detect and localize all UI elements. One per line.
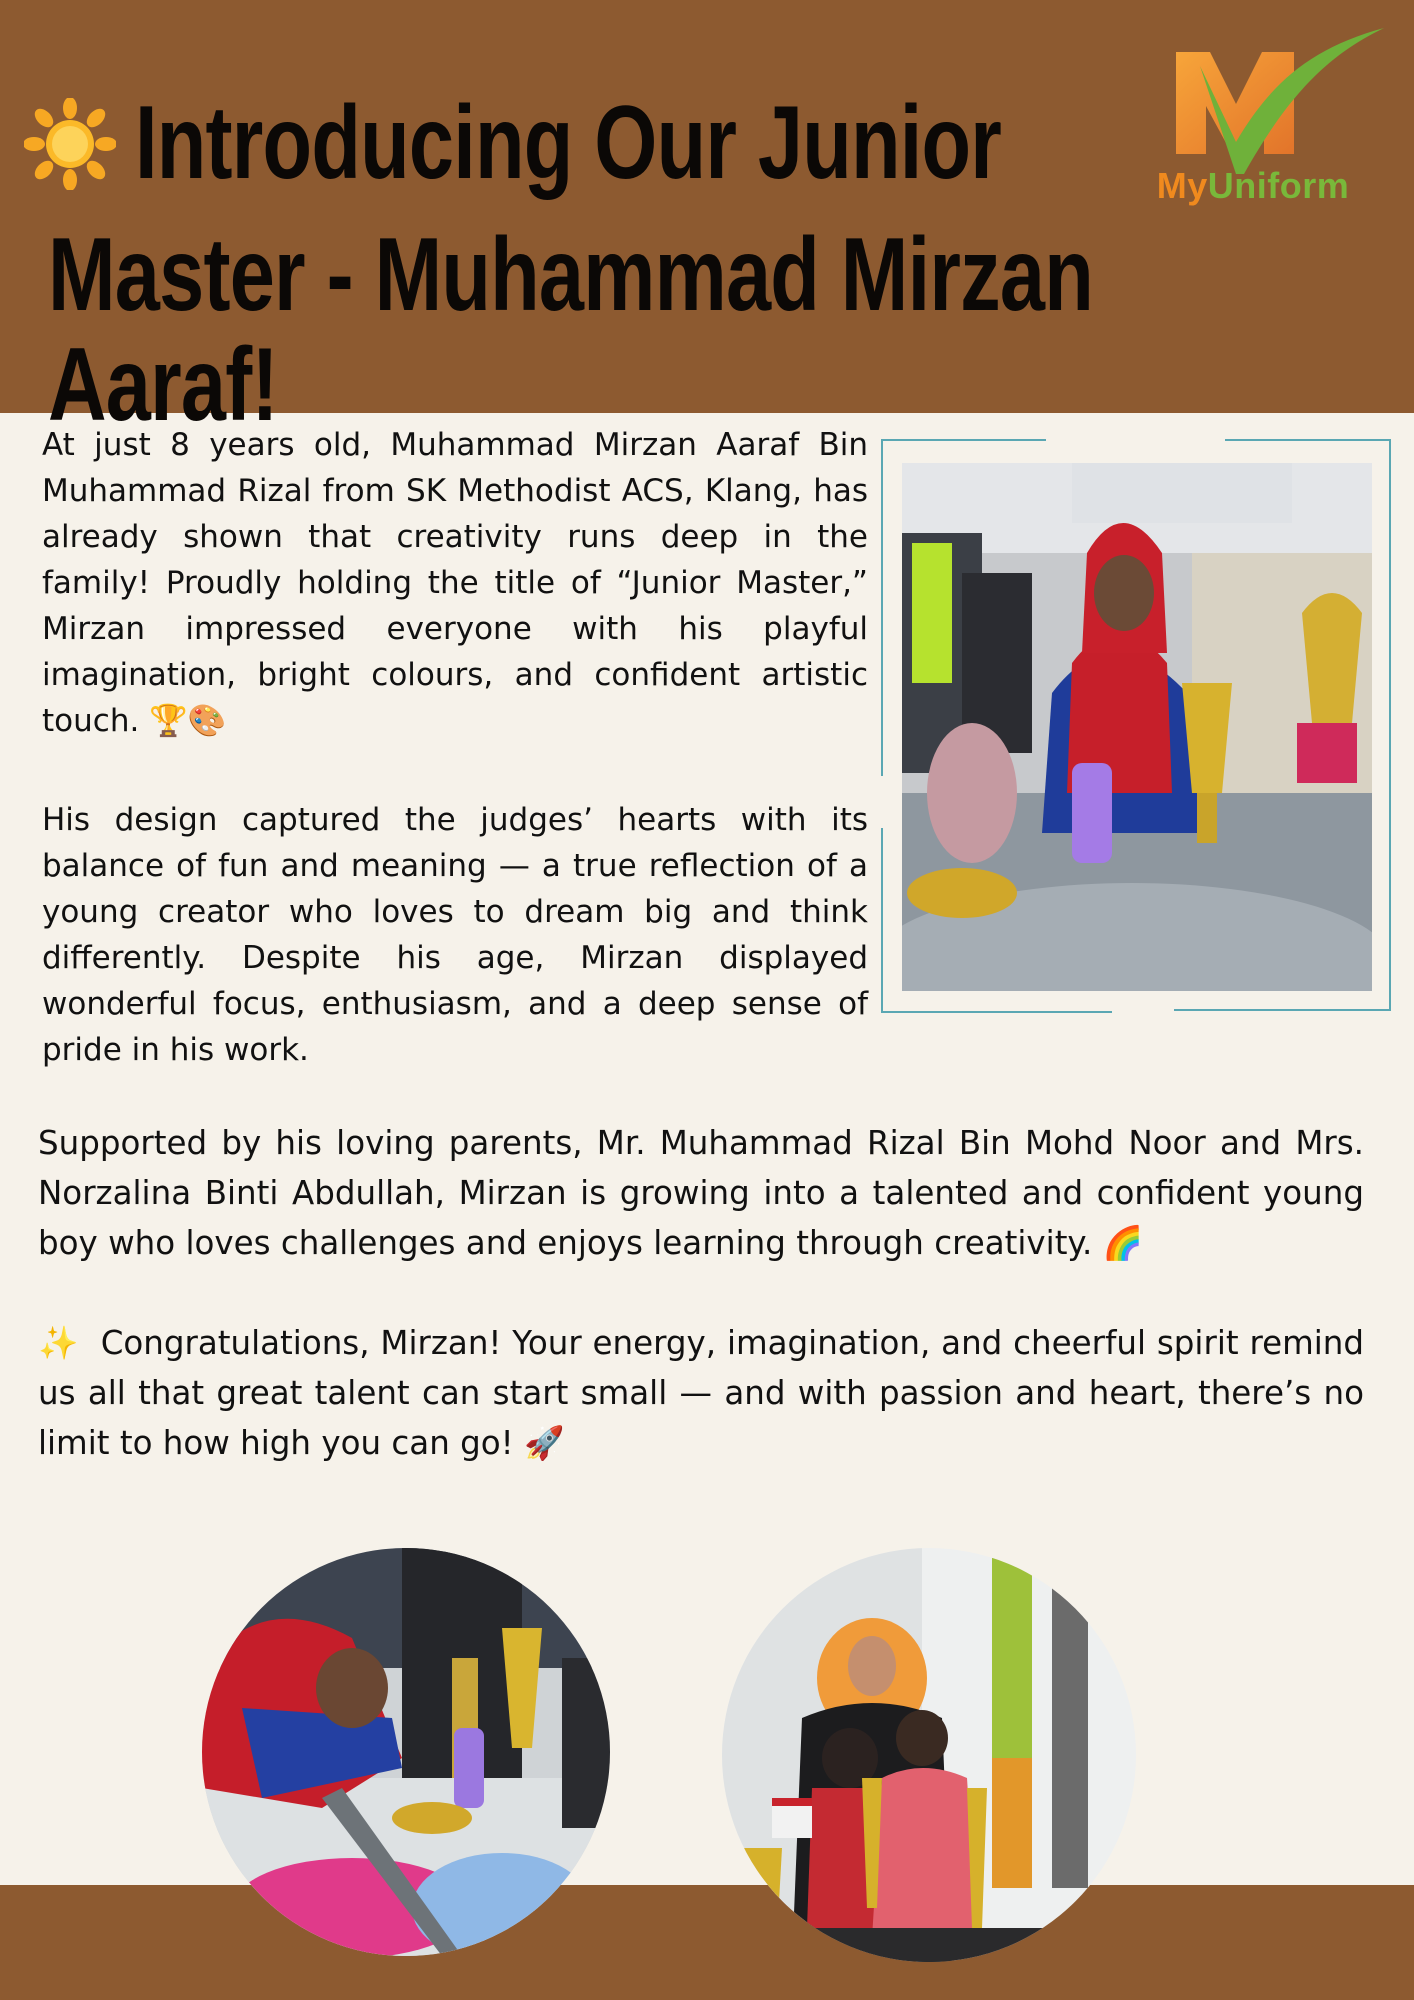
sparkles-icon: ✨ [38, 1324, 79, 1362]
paragraph-parents [38, 1118, 1364, 1268]
sun-icon [24, 98, 116, 190]
paragraph-intro [42, 422, 868, 744]
footer-band [0, 1885, 1414, 2000]
boy-drawing-photo [902, 463, 1372, 991]
paragraph-congratulations-text: Congratulations, Mirzan! Your energy, imagination, and cheerful spirit remind us all that great talent can start small — and with passion and heart, there’s no limit to how high you can go! [38, 1324, 1365, 1462]
paragraph-congratulations [38, 1318, 1364, 1468]
page-title-line-1: Introducing Our Junior [135, 85, 1002, 201]
family-trophies-circle-photo [722, 1548, 1136, 1962]
rocket-icon: 🚀 [524, 1424, 565, 1462]
boy-drawing-circle-photo [202, 1548, 610, 1956]
page-title-line-2: Master - Muhammad Mirzan Aaraf! [48, 217, 1094, 443]
logo-wordmark [1143, 165, 1363, 207]
logo-wordmark-uniform: Uniform [1207, 165, 1350, 206]
paragraph-intro-text: At just 8 years old, Muhammad Mirzan Aaraf Bin Muhammad Rizal from SK Methodist ACS, Klang, has already shown that creativity runs deep in the family! Proudly holding the title of “Junior Master,” Mirzan impressed everyone with his playful imagination, bright colours, and confident artistic touch. [42, 427, 868, 739]
paragraph-parents-text: Supported by his loving parents, Mr. Muhammad Rizal Bin Mohd Noor and Mrs. Norzalina Binti Abdullah, Mirzan is growing into a talented and confident young boy who loves challenges and enjoys learning through creativity. [38, 1124, 1364, 1262]
rainbow-icon: 🌈 [1102, 1224, 1144, 1262]
paragraph-design: His design captured the judges’ hearts with its balance of fun and meaning — a true reflection of a young creator who loves to dream big and think differently. Despite his age, Mirzan displayed wonderful focus, enthusiasm, and a deep sense of pride in his work. [42, 802, 868, 1068]
trophy-palette-icon: 🏆🎨 [149, 703, 227, 739]
logo-wordmark-my: My [1156, 165, 1208, 206]
